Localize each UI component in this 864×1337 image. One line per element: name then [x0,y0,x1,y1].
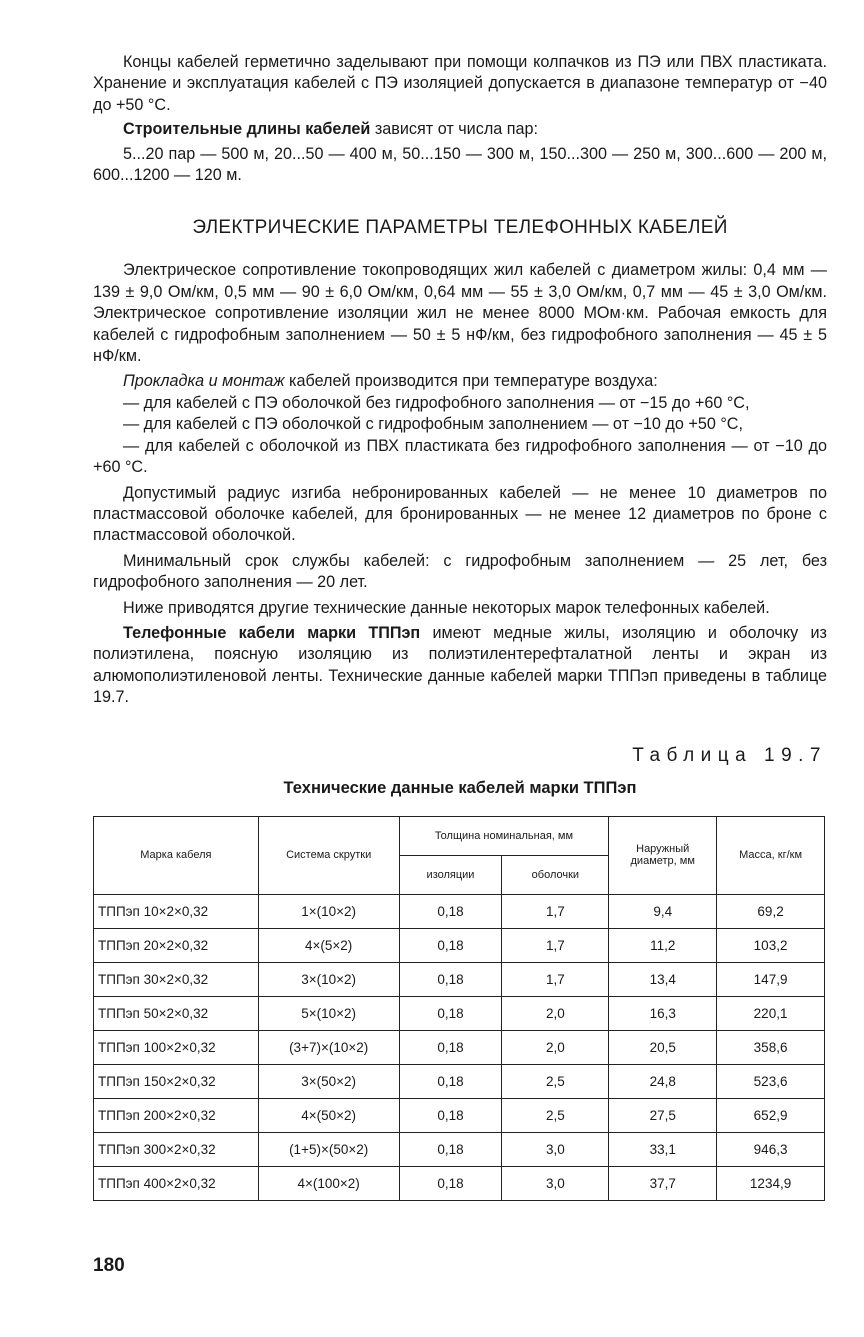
table-row [94,996,825,1030]
cell-mark: ТППэп 100×2×0,32 [94,1030,259,1064]
cell-insulation: 0,18 [399,996,502,1030]
list-item-pe-fill: — для кабелей с ПЭ оболочкой с гидрофобным заполнением — от −10 до +50 °С, [123,415,743,434]
cell-twist: 3×(10×2) [258,962,399,996]
header-insulation: изоляции [399,855,502,894]
cell-diameter: 13,4 [609,962,717,996]
table-header-row [94,816,825,855]
paragraph-laying [93,371,827,392]
cell-diameter: 33,1 [609,1132,717,1166]
cell-mark: ТППэп 10×2×0,32 [94,894,259,928]
cell-sheath: 1,7 [502,928,609,962]
cell-sheath: 1,7 [502,894,609,928]
cell-sheath: 2,5 [502,1064,609,1098]
cell-mark: ТППэп 200×2×0,32 [94,1098,259,1132]
list-item-pe-no-fill: — для кабелей с ПЭ оболочкой без гидрофобного заполнения — от −15 до +60 °С, [123,393,750,412]
cell-twist: 5×(10×2) [258,996,399,1030]
cell-twist: (1+5)×(50×2) [258,1132,399,1166]
list-item-pvc: — для кабелей с оболочкой из ПВХ пластиката без гидрофобного заполнения — от −10 до +60 °С. [93,436,827,477]
cell-twist: 3×(50×2) [258,1064,399,1098]
paragraph-tppep-text: имеют медные жилы, изоляцию и оболочку из полиэтилена, поясную изоляцию из полиэтилентерефталатной ленты и экран из алюмополиэтиленовой ленты. Технические данные кабелей марки ТППэп приведены в таблице 19.7. [93,623,827,707]
cell-sheath: 2,0 [502,1030,609,1064]
cell-twist: 1×(10×2) [258,894,399,928]
paragraph-tppep [93,623,827,709]
paragraph-construction-lengths-text: зависят от числа пар: [370,120,539,139]
section-heading: ЭЛЕКТРИЧЕСКИЕ ПАРАМЕТРЫ ТЕЛЕФОННЫХ КАБЕЛЕЙ [192,217,728,239]
cell-diameter: 9,4 [609,894,717,928]
cable-data-table [93,816,825,1201]
paragraph-length-values: 5...20 пар — 500 м, 20...50 — 400 м, 50...150 — 300 м, 150...300 — 250 м, 300...600 — 200 м, 600...1200 — 120 м. [93,144,827,185]
cell-mass: 1234,9 [717,1166,825,1200]
cell-mass: 147,9 [717,962,825,996]
term-tppep: Телефонные кабели марки ТППэп [123,623,421,642]
paragraph-bend-radius: Допустимый радиус изгиба небронированных кабелей — не менее 10 диаметров по пластмассовой оболочке кабелей, для бронированных — не менее 12 диаметров по броне с пластмассовой оболочкой. [93,483,827,545]
page-number: 180 [93,1255,125,1276]
header-diameter: Наружный диаметр, мм [609,816,717,894]
cell-twist: 4×(50×2) [258,1098,399,1132]
cell-mark: ТППэп 300×2×0,32 [94,1132,259,1166]
cell-diameter: 24,8 [609,1064,717,1098]
cell-diameter: 16,3 [609,996,717,1030]
cell-sheath: 3,0 [502,1166,609,1200]
cell-mark: ТППэп 50×2×0,32 [94,996,259,1030]
cell-insulation: 0,18 [399,1132,502,1166]
paragraph-service-life: Минимальный срок службы кабелей: с гидрофобным заполнением — 25 лет, без гидрофобного заполнения — 20 лет. [93,551,827,592]
cell-mass: 358,6 [717,1030,825,1064]
paragraph-laying-text: кабелей производится при температуре воздуха: [284,372,658,391]
cell-insulation: 0,18 [399,1064,502,1098]
table-label: Таблица 19.7 [632,744,827,766]
cell-mass: 220,1 [717,996,825,1030]
table-row [94,1166,825,1200]
cell-mass: 103,2 [717,928,825,962]
page-content [93,52,827,1201]
header-mass: Масса, кг/км [717,816,825,894]
cell-insulation: 0,18 [399,1030,502,1064]
cell-sheath: 2,5 [502,1098,609,1132]
cell-insulation: 0,18 [399,962,502,996]
table-body [94,894,825,1200]
table-row [94,1030,825,1064]
cell-mass: 69,2 [717,894,825,928]
cell-mark: ТППэп 20×2×0,32 [94,928,259,962]
cell-twist: (3+7)×(10×2) [258,1030,399,1064]
table-row [94,1098,825,1132]
cell-mass: 652,9 [717,1098,825,1132]
paragraph-electrical-resistance: Электрическое сопротивление токопроводящих жил кабелей с диаметром жилы: 0,4 мм — 139 ± 9,0 Ом/км, 0,5 мм — 90 ± 6,0 Ом/км, 0,64 мм — 55 ± 3,0 Ом/км, 0,7 мм — 45 ± 3,0 Ом/км. Электрическое сопротивление изоляции жил не менее 8000 МОм·км. Рабочая емкость для кабелей с гидрофобным заполнением — 50 ± 5 нФ/км, без гидрофобного заполнения — 45 ± 5 нФ/км. [93,261,827,366]
term-construction-lengths: Строительные длины кабелей [123,120,371,139]
paragraph-other-data: Ниже приводятся другие технические данные некоторых марок телефонных кабелей. [123,598,770,617]
cell-mark: ТППэп 30×2×0,32 [94,962,259,996]
cell-diameter: 11,2 [609,928,717,962]
cell-insulation: 0,18 [399,928,502,962]
table-row [94,962,825,996]
table-row [94,1132,825,1166]
cell-twist: 4×(5×2) [258,928,399,962]
cell-sheath: 3,0 [502,1132,609,1166]
cell-mass: 946,3 [717,1132,825,1166]
cell-diameter: 20,5 [609,1030,717,1064]
term-laying: Прокладка и монтаж [123,372,285,391]
cell-insulation: 0,18 [399,1098,502,1132]
cell-diameter: 37,7 [609,1166,717,1200]
cell-sheath: 2,0 [502,996,609,1030]
cell-twist: 4×(100×2) [258,1166,399,1200]
cell-insulation: 0,18 [399,1166,502,1200]
cell-sheath: 1,7 [502,962,609,996]
table-row [94,1064,825,1098]
header-mark: Марка кабеля [94,816,259,894]
table-row [94,894,825,928]
table-title: Технические данные кабелей марки ТППэп [283,778,637,797]
cell-diameter: 27,5 [609,1098,717,1132]
cell-mark: ТППэп 400×2×0,32 [94,1166,259,1200]
paragraph-cable-ends: Концы кабелей герметично заделывают при помощи колпачков из ПЭ или ПВХ пластиката. Хранение и эксплуатация кабелей с ПЭ изоляцией допускается в диапазоне температур от −40 до +50 °С. [93,53,827,114]
paragraph-construction-lengths [93,119,827,140]
cell-mass: 523,6 [717,1064,825,1098]
header-twist: Система скрутки [258,816,399,894]
header-sheath: оболочки [502,855,609,894]
cell-insulation: 0,18 [399,894,502,928]
header-thickness: Толщина номинальная, мм [399,816,609,855]
cell-mark: ТППэп 150×2×0,32 [94,1064,259,1098]
table-row [94,928,825,962]
